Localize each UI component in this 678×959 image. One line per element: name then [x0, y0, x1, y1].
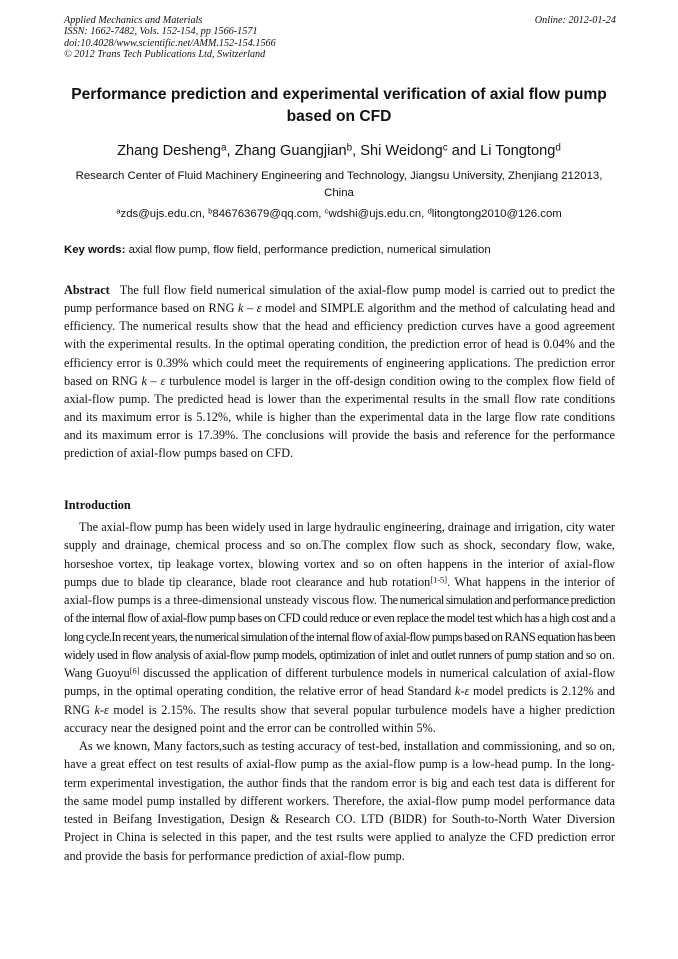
abstract-text: The full flow field numerical simulation of the axial-flow pump model is carried out to predict the pump performance based on RNG: [64, 283, 615, 316]
email-mark: d: [427, 206, 432, 216]
doi-line: doi:10.4028/www.scientific.net/AMM.152-154.1566: [64, 37, 276, 49]
author-name: Zhang Desheng: [117, 143, 221, 159]
author-separator: ,: [352, 143, 361, 159]
email-address[interactable]: litongtong2010@126.com: [431, 208, 562, 220]
affiliation: Research Center of Fluid Machinery Engineering and Technology, Jiangsu University, Zhenjiang 212013, China: [75, 170, 603, 199]
paragraph: As we known, Many factors,such as testing accuracy of test-bed, installation and commissioning, and so on, have a great effect on test results of axial-flow pump as the axial-flow pump is a low-head pump. In the long-term experimental investigation, the author finds that the random error is big and each test data is different for the same model pump installed by different workers. Therefore, the axial-flow pump model performance data tested in Beifang Investigation, Design & Research CO. LTD (BIDR) for South-to-North Water Diversion Project in China is selected in this paper, and the test rsults were applied to analyze the CFD prediction error and provide the basis for performance prediction of axial-flow pump.: [64, 739, 615, 863]
introduction-body: [64, 518, 615, 865]
email-mark: a: [116, 206, 121, 216]
email-mark: c: [324, 206, 329, 216]
author-mark: d: [555, 142, 561, 154]
body-text: The numerical simulation and performance prediction of the internal flow of axial-flow pump bases on CFD could reduce or even replace the model test which has a high cost and a long cycle.In recent years, the numerical simulation of the internal flow of axial-flow pumps based on RANS equation has been widely used in flow analysis of axial-flow pump models, optimization of inlet and outlet runners of pump station and so: [64, 593, 615, 662]
email-list: [64, 206, 614, 222]
body-text: on. Wang Guoyu: [64, 647, 615, 680]
body-text: . What happens in the interior of axial-flow pumps is a three-dimensional unsteady viscous flow.: [64, 574, 615, 607]
abstract: [64, 281, 615, 463]
body-text: model is 2.15%. The results show that several popular turbulence models have a higher prediction accuracy near the designed point and the error can be controlled within 5%.: [64, 702, 615, 735]
abstract-label: Abstract: [64, 283, 110, 297]
author-name: Li Tongtong: [480, 143, 556, 159]
section-heading-introduction: Introduction: [64, 498, 131, 512]
math-k-epsilon: k – ε: [141, 373, 166, 388]
email-address[interactable]: 846763679@qq.com,: [212, 208, 325, 220]
paragraph: [64, 518, 615, 737]
journal-header: [64, 15, 616, 61]
math-k-epsilon: k – ε: [237, 301, 262, 316]
author-name: Zhang Guangjian: [234, 143, 347, 159]
author-mark: a: [221, 142, 227, 154]
abstract-text: turbulence model is larger in the off-design condition owing to the complex flow field of axial-flow pump. The predicted head is lower than the experimental results in the small flow rate conditions and its maximum error is 5.12%, while is higher than the experimental data in the large flow rate conditions and its maximum error is 17.39%. The conclusions will provide the basis and reference for the performance prediction of axial-flow pumps based on CFD.: [64, 373, 615, 461]
body-text: model predicts is 2.12% and RNG: [64, 684, 615, 717]
paper-title: Performance prediction and experimental verification of axial flow pump based on CFD: [71, 86, 607, 125]
keywords-text: axial flow pump, flow field, performance prediction, numerical simulation: [125, 244, 491, 256]
issn-line: ISSN: 1662-7482, Vols. 152-154, pp 1566-1571: [64, 26, 258, 38]
body-text: The axial-flow pump has been widely used in large hydraulic engineering, drainage and irrigation, city water supply and drainage, chemical process and so on.The complex flow such as shock, secondary flow, wake, horseshoe vortex, tip leakage vortex, blowing vortex and so on often happens in the interior of axial-flow pumps due to blade tip clearance, blade root clearance and hub rotation: [64, 520, 615, 589]
email-address[interactable]: wdshi@ujs.edu.cn,: [328, 208, 428, 220]
math-k-epsilon: k-ε: [454, 684, 470, 699]
copyright-line: © 2012 Trans Tech Publications Ltd, Switzerland: [64, 49, 266, 61]
email-mark: b: [208, 206, 213, 216]
author-name: Shi Weidong: [360, 143, 443, 159]
author-mark: b: [346, 142, 353, 154]
author-separator: ,: [226, 143, 235, 159]
author-mark: c: [442, 142, 448, 154]
body-text: discussed the application of different turbulence models in numerical calculation of axial-flow pumps, in the optimal operating condition, the relative error of head Standard: [64, 666, 615, 699]
citation[interactable]: [6]: [129, 666, 140, 676]
keywords-label: Key words:: [64, 244, 126, 256]
author-conjunction: and: [447, 143, 481, 159]
author-list: [64, 141, 614, 161]
keywords: [64, 242, 616, 258]
abstract-text: model and SIMPLE algorithm and the method of calculating head and efficiency. The numerical results show that the head and efficiency prediction curves have a good agreement with the experimental results. In the optimal operating condition, the prediction error of head is 0.04% and the efficiency error is 0.39% which could meet the requirements of engineering applications. The prediction error based on RNG: [64, 301, 615, 388]
math-k-epsilon: k-ε: [94, 702, 109, 717]
journal-name: Applied Mechanics and Materials: [64, 15, 203, 26]
email-address[interactable]: zds@ujs.edu.cn,: [120, 208, 209, 220]
online-date: Online: 2012-01-24: [534, 15, 616, 26]
citation[interactable]: [1-5]: [430, 575, 448, 584]
